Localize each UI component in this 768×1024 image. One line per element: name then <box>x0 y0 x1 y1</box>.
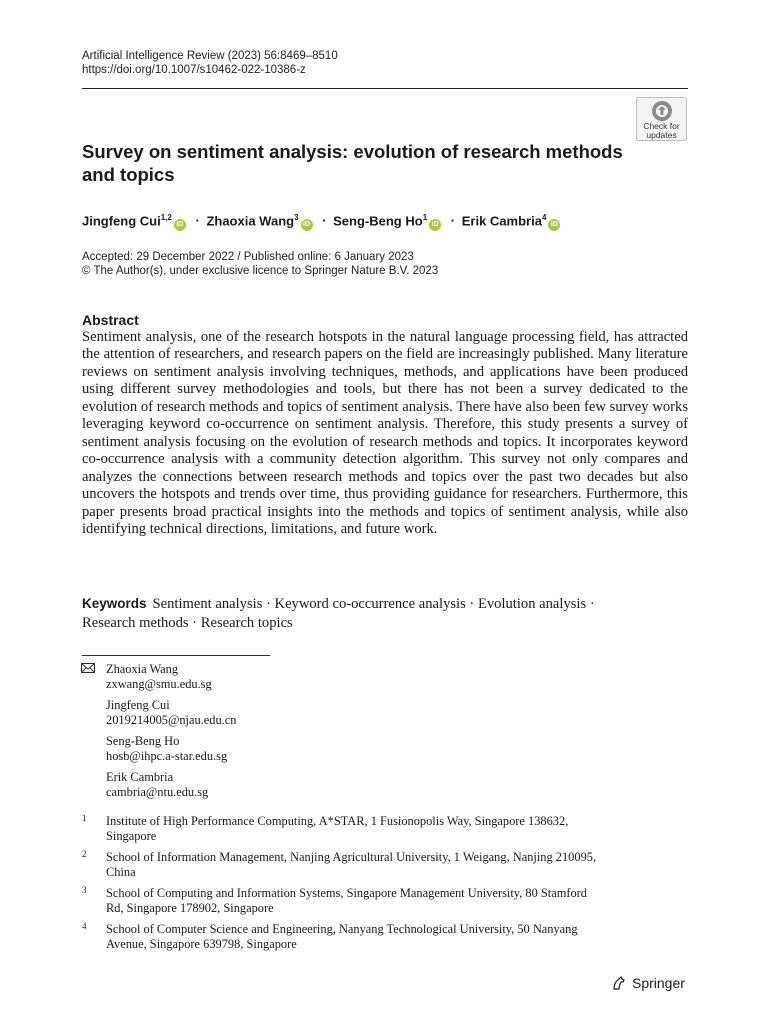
affiliation-number: 3 <box>82 885 87 895</box>
affiliation-line: School of Information Management, Nanjing Agricultural University, 1 Weigang, Nanjing 210095, <box>106 850 597 864</box>
title-line-2: and topics <box>82 164 175 185</box>
author-affiliation-ref: 3 <box>294 213 299 222</box>
contact-entry <box>106 734 227 763</box>
affiliation-line: China <box>106 864 136 879</box>
dates-line: Accepted: 29 December 2022 / Published online: 6 January 2023 <box>82 251 414 263</box>
contact-email[interactable]: 2019214005@njau.edu.cn <box>106 712 237 727</box>
orcid-icon[interactable]: iD <box>548 219 560 231</box>
affiliation <box>106 922 666 951</box>
orcid-icon[interactable]: iD <box>429 219 441 231</box>
publisher-name: Springer <box>632 975 685 991</box>
badge-line-2: updates <box>646 130 677 140</box>
affiliation <box>106 886 666 915</box>
affiliation-number: 1 <box>82 813 87 823</box>
affiliation <box>106 850 666 879</box>
copyright-line: © The Author(s), under exclusive licence to Springer Nature B.V. 2023 <box>82 265 439 277</box>
keywords-line-2: Research methods · Research topics <box>82 615 293 631</box>
contact-entry <box>106 698 236 727</box>
author-name[interactable]: Seng-Beng Ho <box>333 213 423 229</box>
contact-email[interactable]: hosb@ihpc.a-star.edu.sg <box>106 748 228 763</box>
contact-email[interactable]: zxwang@smu.edu.sg <box>106 676 212 691</box>
affiliation-number: 4 <box>82 921 87 931</box>
check-for-updates-badge[interactable] <box>636 97 687 141</box>
publication-dates <box>82 250 438 278</box>
badge-line-1: Check for <box>643 121 680 131</box>
affiliation-line: Rd, Singapore 178902, Singapore <box>106 900 274 915</box>
affiliation-number: 2 <box>82 849 87 859</box>
contact-name: Jingfeng Cui <box>106 698 170 712</box>
affiliation <box>106 814 666 843</box>
corresponding-author <box>106 662 212 691</box>
author-separator: · <box>195 213 200 229</box>
orcid-icon[interactable]: iD <box>301 219 313 231</box>
contact-name: Erik Cambria <box>106 770 174 784</box>
abstract-body: Sentiment analysis, one of the research hotspots in the natural language processing field, has attracted the attention of researchers, and research papers on the field are increasingly published. Many literature reviews on sentiment analysis involving techniques, methods, and applications have been produced using different survey methodologies and tools, but there has not been a survey dedicated to the evolution of research methods and topics of sentiment analysis. There have also been few survey works leveraging keyword co-occurrence on sentiment analysis. Therefore, this study presents a survey of sentiment analysis focusing on the evolution of research methods and topics. It incorporates keyword co-occurrence analysis with a community detection algorithm. This survey not only compares and analyzes the connections between research methods and topics over the past two decades but also uncovers the hotspots and trends over time, thus providing guidance for researchers. Furthermore, this paper presents broad practical insights into the methods and topics of sentiment analysis, while also identifying technical directions, limitations, and future work. <box>82 329 688 537</box>
author-name[interactable]: Jingfeng Cui <box>82 213 161 229</box>
springer-logo <box>611 974 685 992</box>
orcid-icon[interactable]: iD <box>174 219 186 231</box>
keywords-line-1: Sentiment analysis · Keyword co-occurrence analysis · Evolution analysis · <box>152 596 595 612</box>
affiliation-line: Singapore <box>106 828 157 843</box>
contact-entry <box>106 770 208 799</box>
author-name[interactable]: Erik Cambria <box>461 213 542 229</box>
author-separator: · <box>322 213 327 229</box>
affiliation-line: Avenue, Singapore 639798, Singapore <box>106 936 297 951</box>
affiliation-line: School of Computer Science and Engineering, Nanyang Technological University, 50 Nanyang <box>106 922 578 936</box>
paper-title <box>82 140 642 186</box>
author-affiliation-ref: 1,2 <box>160 213 172 222</box>
header-rule <box>82 88 688 89</box>
journal-citation: Artificial Intelligence Review (2023) 56:8469–8510 <box>82 50 338 62</box>
keywords-label: Keywords <box>82 596 147 611</box>
doi-link[interactable]: https://doi.org/10.1007/s10462-022-10386-z <box>82 64 306 76</box>
author-separator: · <box>450 213 456 229</box>
author-list <box>82 209 563 231</box>
author-affiliation-ref: 4 <box>541 213 547 222</box>
affiliation-line: Institute of High Performance Computing, A*STAR, 1 Fusionopolis Way, Singapore 138632, <box>106 814 569 828</box>
author-affiliation-ref: 1 <box>422 213 428 222</box>
contact-name: Seng-Beng Ho <box>106 734 180 748</box>
affiliation-line: School of Computing and Information Systems, Singapore Management University, 80 Stamford <box>106 886 587 900</box>
contact-email[interactable]: cambria@ntu.edu.sg <box>106 784 209 799</box>
author-name[interactable]: Zhaoxia Wang <box>206 213 295 229</box>
abstract-heading: Abstract <box>82 312 139 328</box>
crossmark-icon <box>651 100 673 122</box>
envelope-icon <box>81 663 95 673</box>
springer-horse-icon <box>611 975 627 991</box>
title-line-1: Survey on sentiment analysis: evolution of research methods <box>82 141 623 162</box>
contact-name: Zhaoxia Wang <box>106 662 179 676</box>
keywords-block <box>82 594 688 633</box>
footnote-rule <box>82 655 270 656</box>
